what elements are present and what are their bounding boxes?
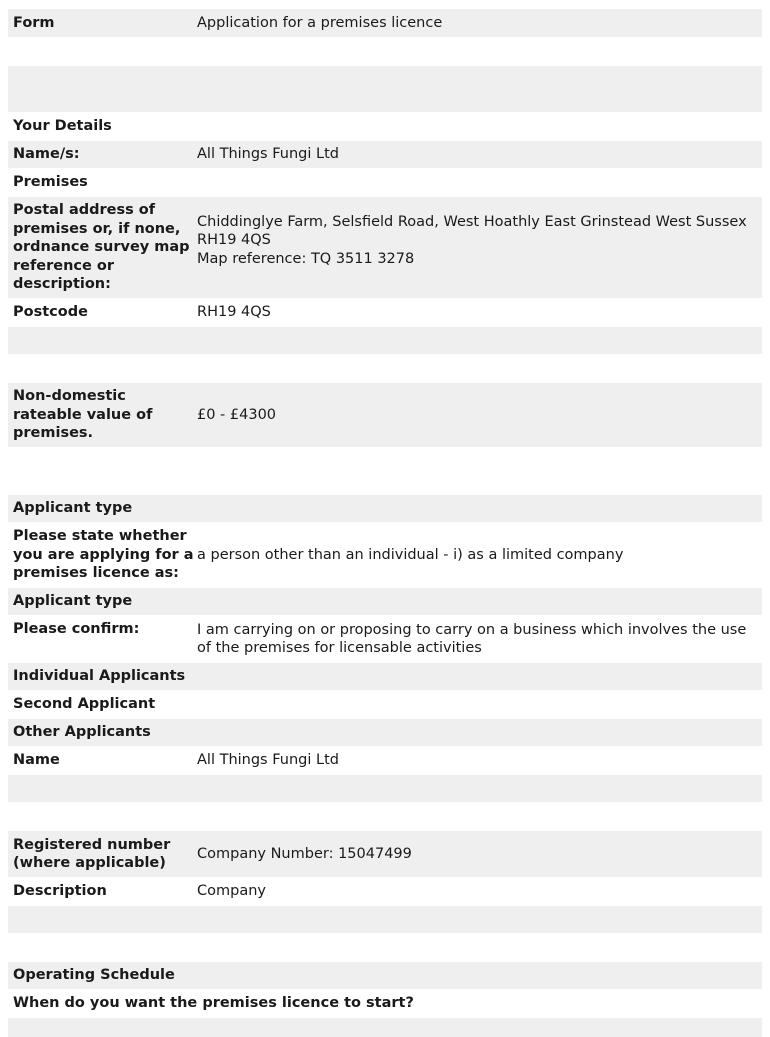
postal-address-value (196, 209, 762, 273)
row-applicant-type (8, 494, 762, 522)
row-registered-number (8, 830, 762, 877)
blank-row (8, 65, 762, 112)
row-your-details (8, 112, 762, 140)
row-names (8, 140, 762, 168)
applicant-type-heading: Applicant type (13, 593, 133, 610)
individual-applicants-heading: Individual Applicants (13, 668, 186, 685)
premises-heading: Premises (13, 174, 88, 191)
postcode-value: RH19 4QS (197, 304, 271, 321)
rateable-value-label: Non-domestic rateable value of premises. (13, 388, 153, 442)
blank-row (8, 802, 762, 830)
blank-row (8, 37, 762, 65)
applicant-type-heading: Applicant type (13, 500, 133, 517)
name-value: All Things Fungi Ltd (197, 752, 339, 769)
blank-row (8, 933, 762, 961)
row-applicant-type (8, 587, 762, 615)
row-individual-applicants (8, 662, 762, 690)
operating-schedule-heading: Operating Schedule (13, 967, 175, 984)
description-value: Company (197, 883, 266, 900)
row-second-applicant (8, 690, 762, 718)
postcode-label: Postcode (13, 304, 88, 321)
blank-row (8, 354, 762, 382)
row-name (8, 746, 762, 774)
row-other-applicants (8, 718, 762, 746)
names-value: All Things Fungi Ltd (197, 146, 339, 163)
other-applicants-heading: Other Applicants (13, 724, 151, 741)
rateable-value-value: £0 - £4300 (197, 406, 277, 423)
applying-as-label: Please state whether you are applying for a premises licence as: (13, 528, 194, 582)
row-please-confirm (8, 615, 762, 662)
form-label: Form (13, 14, 55, 31)
row-licence-start (8, 989, 762, 1017)
row-operating-schedule (8, 961, 762, 989)
licence-start-question: When do you want the premises licence to start? (13, 995, 414, 1012)
blank-row (8, 1017, 762, 1037)
second-applicant-heading: Second Applicant (13, 696, 156, 713)
name-label: Name (13, 752, 60, 769)
form-value: Application for a premises licence (197, 14, 443, 31)
row-premises (8, 168, 762, 196)
row-form (8, 8, 762, 37)
map-reference-line: Map reference: TQ 3511 3278 (197, 250, 415, 267)
please-confirm-value: I am carrying on or proposing to carry on a business which involves the use of the premises for licensable activities (197, 621, 747, 656)
row-postal-address (8, 196, 762, 298)
blank-row (8, 326, 762, 354)
please-confirm-label: Please confirm: (13, 621, 140, 637)
blank-row (8, 774, 762, 802)
blank-row (8, 447, 762, 494)
row-postcode (8, 298, 762, 326)
registered-number-label: Registered number (where applicable) (13, 836, 171, 871)
names-label: Name/s: (13, 146, 80, 163)
postal-address-line: Chiddinglye Farm, Selsfield Road, West Hoathly East Grinstead West Sussex RH19 4QS (197, 213, 747, 249)
row-applying-as (8, 522, 762, 587)
your-details-heading: Your Details (13, 118, 112, 135)
blank-row (8, 905, 762, 933)
row-description (8, 877, 762, 905)
description-label: Description (13, 883, 107, 900)
postal-address-label: Postal address of premises or, if none, ordnance survey map reference or description: (13, 202, 190, 293)
row-rateable-value (8, 382, 762, 447)
applying-as-value: a person other than an individual - i) as a limited company (197, 546, 624, 563)
application-form-table (8, 8, 762, 1037)
registered-number-value: Company Number: 15047499 (197, 845, 412, 862)
